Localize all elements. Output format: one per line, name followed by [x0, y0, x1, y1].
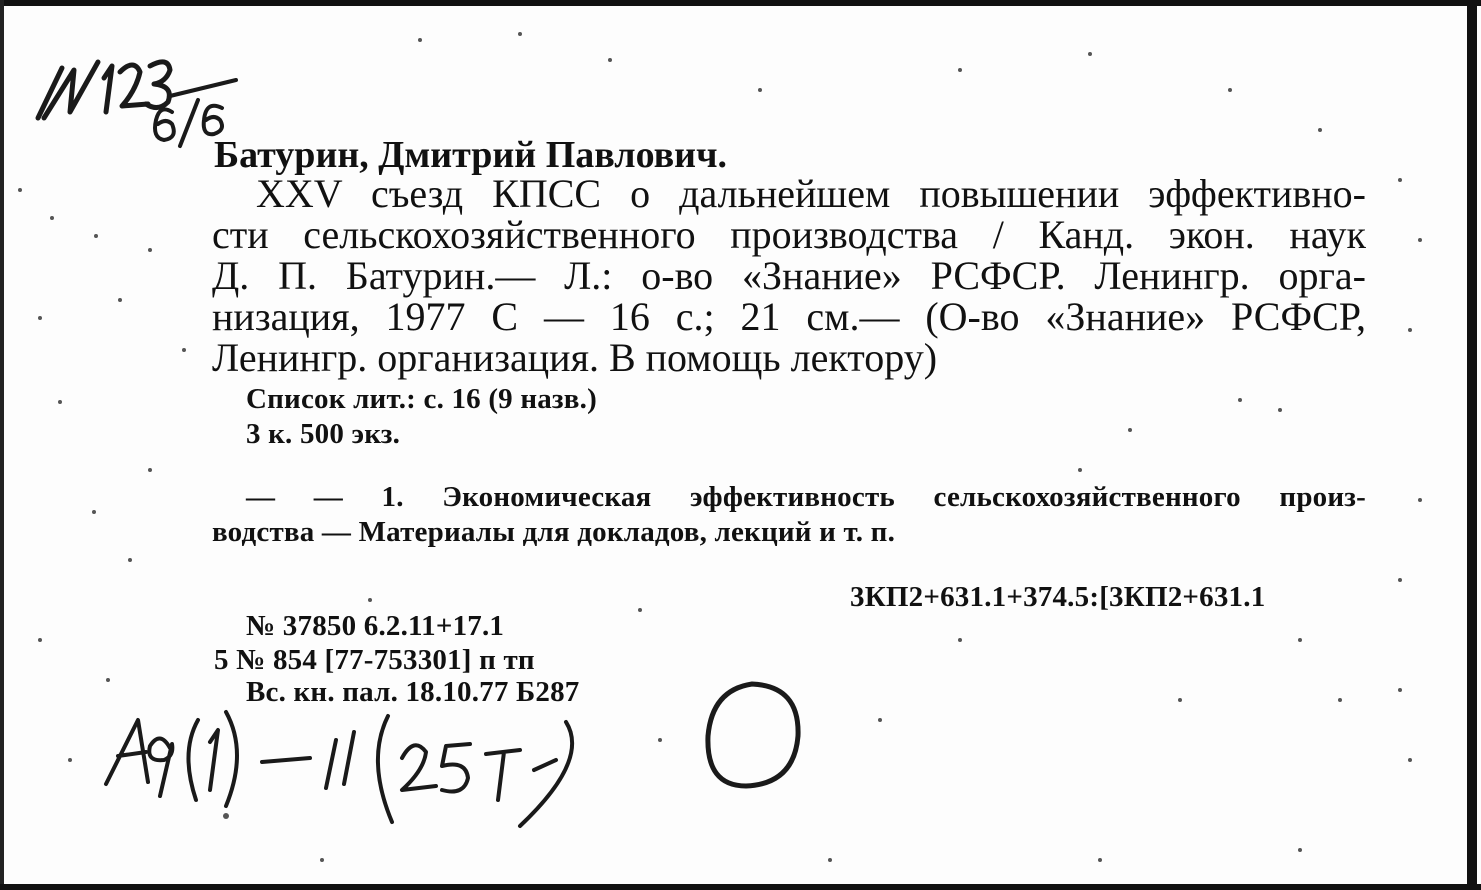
bibliography-note: Список лит.: с. 16 (9 назв.): [246, 383, 597, 415]
punch-hole-circle: [708, 684, 798, 786]
subject-heading-line-2: водства — Материалы для докладов, лекций и т. п.: [212, 516, 896, 548]
imprint-line-2: 5 № 854 [77-753301] п тп: [214, 644, 535, 676]
card-author-heading: Батурин, Дмитрий Павлович.: [214, 134, 727, 176]
body-line-5: Ленингр. организация. В помощь лектору): [212, 335, 938, 380]
price-print-run: 3 к. 500 экз.: [246, 418, 401, 450]
subject-heading-line-1: — — 1. Экономическая эффективность сельскохозяйственного произ-: [246, 481, 1366, 513]
imprint-line-3: Вс. кн. пал. 18.10.77 Б287: [246, 676, 580, 708]
body-line-2: сти сельскохозяйственного производства / Канд. экон. наук: [212, 212, 1366, 257]
classification-index: 3КП2+631.1+374.5:[3КП2+631.1: [850, 581, 1266, 613]
card-top-edge: [0, 0, 1481, 6]
body-line-3: Д. П. Батурин.— Л.: о-во «Знание» РСФСР. Ленингр. орга-: [212, 253, 1366, 298]
handwritten-fraction: [155, 100, 222, 146]
body-line-1: XXV съезд КПСС о дальнейшем повышении эффективно-: [256, 171, 1366, 216]
card-left-edge: [0, 0, 4, 890]
imprint-line-1: № 37850 6.2.11+17.1: [246, 610, 505, 642]
body-line-4: низация, 1977 С — 16 с.; 21 см.— (О-во «Знание» РСФСР,: [212, 294, 1366, 339]
handwritten-shelf-mark: [38, 62, 236, 118]
card-right-edge: [1467, 0, 1477, 890]
handwritten-acquisition-mark: [106, 712, 572, 826]
card-bottom-edge: [0, 884, 1481, 890]
